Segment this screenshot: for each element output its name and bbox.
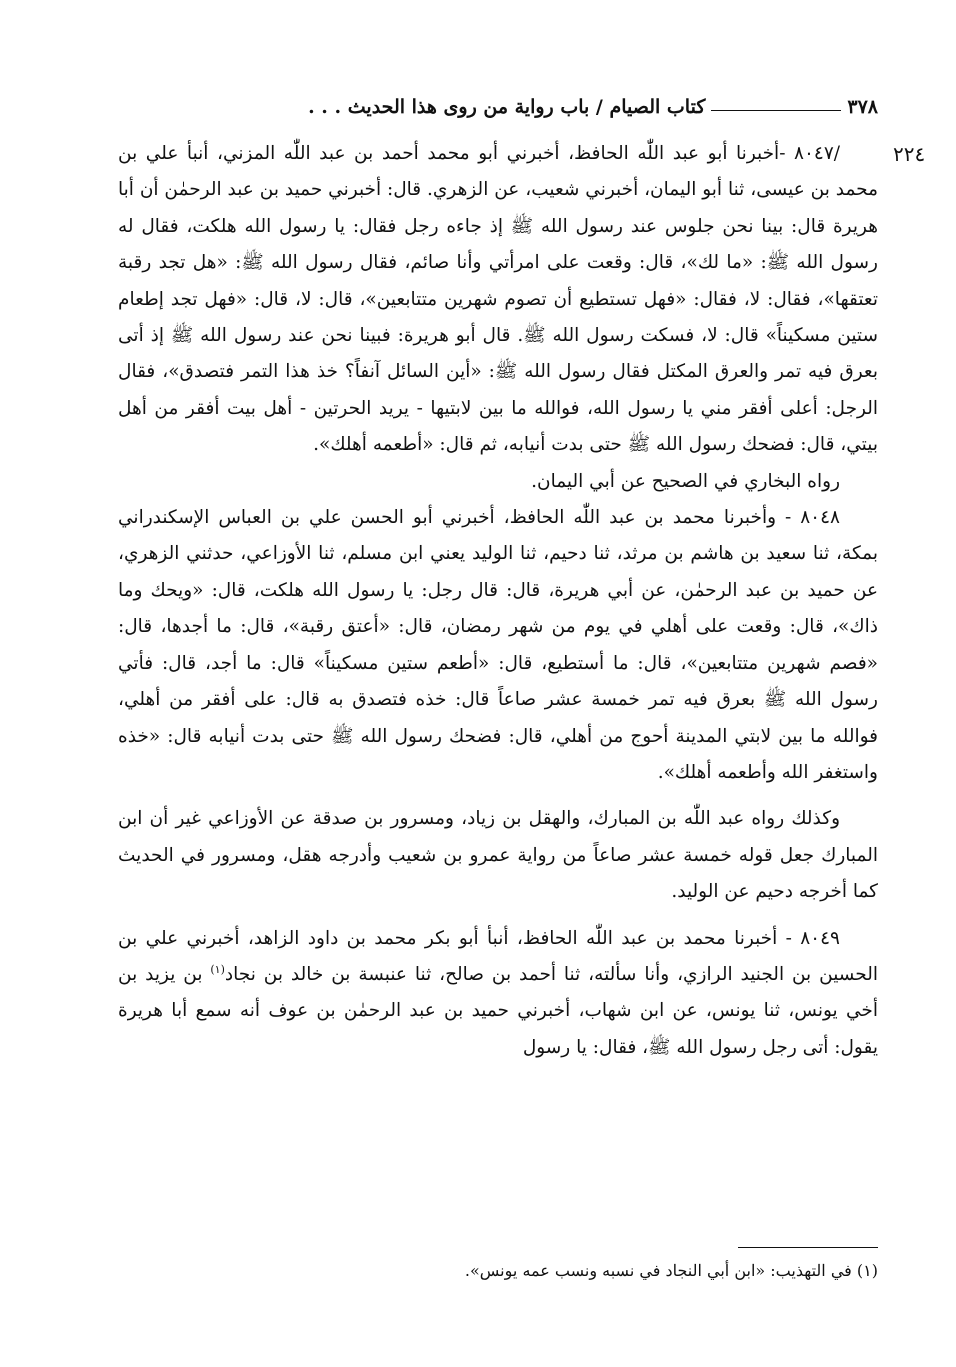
- header-rule: [711, 110, 841, 111]
- hadith-8049-rest: بن يزيد بن أخي يونس، ثنا يونس، عن ابن شهاب، أخبرني حميد بن عبد الرحمٰن بن عوف أنه سمع أبا هريرة يقول: أتى رجل رسول الله ﷺ، فقال: يا رسول: [118, 963, 878, 1058]
- margin-page-reference: ٢٢٤: [893, 142, 926, 166]
- footnote-reference: (١): [210, 962, 225, 976]
- footnote: (١) في التهذيب: «ابن أبي النجاد في نسبه ونسب عمه يونس».: [464, 1261, 878, 1280]
- commentary-paragraph: وكذلك رواه عبد اللّٰه بن المبارك، والهقل بن زياد، ومسرور بن صدقة عن الأوزاعي غير أن ابن المبارك جعل قوله خمسة عشر صاعاً من رواية عمرو بن شعيب وأدرجه هقل، ومسرور في الحديث كما أخرجه دحيم عن الوليد.: [118, 808, 878, 903]
- bukhari-note: رواه البخاري في الصحيح عن أبي اليمان.: [531, 470, 840, 492]
- page-number: ٣٧٨: [847, 96, 878, 118]
- hadith-8047: /٨٠٤٧ -أخبرنا أبو عبد اللّٰه الحافظ، أخبرني أبو محمد أحمد بن عبد اللّٰه المزني، أنبأ علي بن محمد بن عيسى، ثنا أبو اليمان، أخبرني شعيب، عن الزهري. قال: أخبرني حميد بن عبد الرحمٰن أن أبا هريرة قال: بينا نحن جلوس عند رسول الله ﷺ إذ جاءه رجل فقال: يا رسول الله هلكت، فقال له رسول الله ﷺ: «ما لك»، قال: وقعت على امرأتي وأنا صائم، فقال رسول الله ﷺ: «هل تجد رقبة تعتقها»، فقال: لا، فقال: «فهل تستطيع أن تصوم شهرين متتابعين»، قال: لا، قال: «فهل تجد إطعام ستين مسكيناً» قال: لا، فسكت رسول الله ﷺ. قال أبو هريرة: فبينا نحن عند رسول الله ﷺ إذ أتى بعرق فيه تمر والعرق المكتل فقال رسول الله ﷺ: «أين السائل آنفاً؟ خذ هذا التمر فتصدق»، فقال الرجل: أعلى أفقر مني يا رسول الله، فوالله ما بين لابتيها - يريد الحرتين - أهل بيت أفقر من أهل بيتي، قال: فضحك رسول الله ﷺ حتى بدت أنيابه، ثم قال: «أطعمه أهلك».: [118, 143, 878, 456]
- header-title: كتاب الصيام / باب رواية من روى هذا الحديث . . .: [308, 96, 706, 118]
- running-header: [118, 84, 878, 118]
- main-text: [118, 136, 878, 1066]
- hadith-8049-start: ٨٠٤٩ - أخبرنا محمد بن عبد اللّٰه الحافظ، أنبأ أبو بكر محمد بن داود الزاهد، أخبرني علي بن الحسين بن الجنيد الرازي، وأنا سألته، ثنا أحمد بن صالح، ثنا عنبسة بن خالد بن نجاد: [118, 927, 878, 985]
- hadith-8049: [118, 921, 878, 1067]
- hadith-8048: ٨٠٤٨ - وأخبرنا محمد بن عبد اللّٰه الحافظ، أخبرني أبو الحسن علي بن العباس الإسكندراني بمكة، ثنا سعيد بن هاشم بن مرثد، ثنا دحيم، ثنا الوليد يعني ابن مسلم، ثنا الأوزاعي، حدثني الزهري، عن حميد بن عبد الرحمٰن، عن أبي هريرة، قال: قال رجل: يا رسول الله هلكت، قال: «ويحك وما ذاك»، قال: وقعت على أهلي في يوم من شهر رمضان، قال: «أعتق رقبة»، قال: ما أجدها، قال: «فصم شهرين متتابعين»، قال: ما أستطيع، قال: «أطعم ستين مسكيناً» قال: ما أجد، قال: فأتي رسول الله ﷺ بعرق فيه تمر خمسة عشر صاعاً قال: خذه فتصدق به قال: على أفقر من أهلي، فوالله ما بين لابتي المدينة أحوج من أهلي، قال: فضحك رسول الله ﷺ حتى بدت أنيابه قال: «خذه واستغفر الله وأطعمه أهلك».: [118, 507, 879, 783]
- footnote-separator: [738, 1247, 878, 1248]
